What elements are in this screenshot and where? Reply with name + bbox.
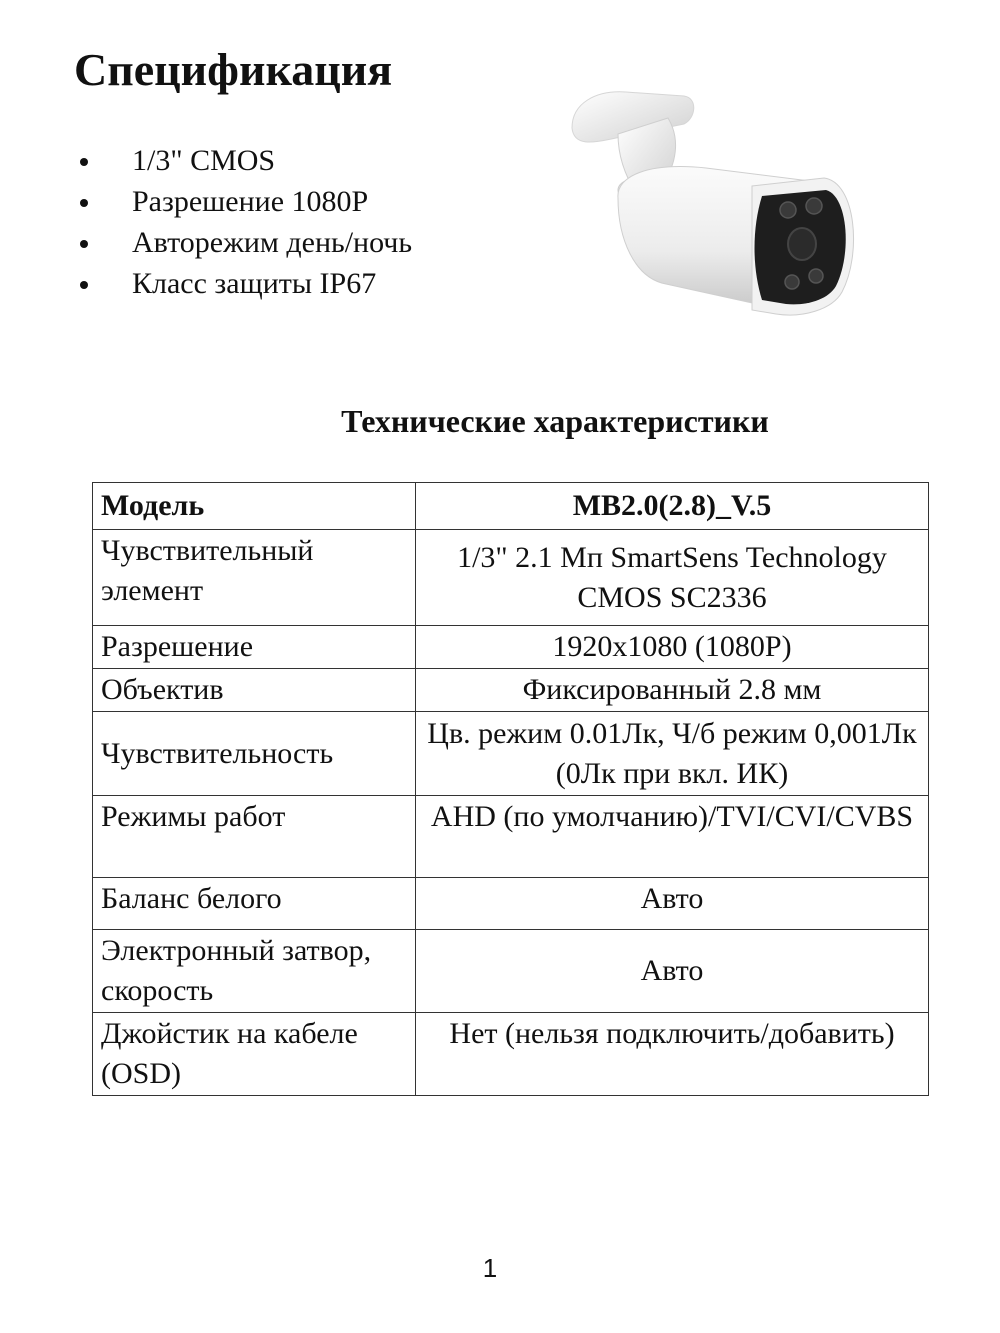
row-key-cell: Режимы работ <box>93 796 416 878</box>
table-header-row <box>93 483 929 530</box>
feature-item <box>74 140 412 181</box>
table-row <box>93 878 929 930</box>
page-number: 1 <box>482 1253 498 1283</box>
table-title: Технические характеристики <box>341 403 769 439</box>
feature-item <box>74 181 412 222</box>
row-value-cell: 1920x1080 (1080P) <box>416 626 929 669</box>
row-value-cell: Фиксированный 2.8 мм <box>416 669 929 712</box>
row-key-cell: Чувствительность <box>93 712 416 796</box>
bullet-icon <box>80 199 88 207</box>
row-value-cell: Цв. режим 0.01Лк, Ч/б режим 0,001Лк (0Лк при вкл. ИК) <box>416 712 929 796</box>
table-row <box>93 712 929 796</box>
header-key-cell: Модель <box>93 483 416 530</box>
row-value-cell: AHD (по умолчанию)/TVI/CVI/CVBS <box>416 796 929 878</box>
row-key-cell: Баланс белого <box>93 878 416 930</box>
table-row <box>93 626 929 669</box>
table-row <box>93 1013 929 1096</box>
page-title: Спецификация <box>74 44 393 95</box>
feature-item <box>74 263 412 304</box>
bullet-icon <box>80 281 88 289</box>
row-key-cell: Чувствительный элемент <box>93 530 416 626</box>
row-key-cell: Электронный затвор, скорость <box>93 930 416 1013</box>
row-value-cell: Авто <box>416 878 929 930</box>
row-value-cell: Нет (нельзя подключить/добавить) <box>416 1013 929 1096</box>
spec-table <box>92 482 929 1096</box>
feature-text: Разрешение 1080P <box>132 185 369 218</box>
feature-text: Авторежим день/ночь <box>132 226 413 259</box>
table-row <box>93 530 929 626</box>
feature-list <box>74 140 412 304</box>
table-row <box>93 669 929 712</box>
row-key-cell: Джойстик на кабеле (OSD) <box>93 1013 416 1096</box>
row-value-cell: 1/3" 2.1 Мп SmartSens Technology CMOS SC2336 <box>416 530 929 626</box>
feature-item <box>74 222 412 263</box>
row-key-cell: Разрешение <box>93 626 416 669</box>
header-value-cell: MB2.0(2.8)_V.5 <box>416 483 929 530</box>
table-row <box>93 930 929 1013</box>
row-value-cell: Авто <box>416 930 929 1013</box>
table-row <box>93 796 929 878</box>
row-key-cell: Объектив <box>93 669 416 712</box>
feature-text: 1/3" CMOS <box>132 144 276 177</box>
bullet-icon <box>80 240 88 248</box>
bullet-camera-image <box>556 78 866 328</box>
bullet-icon <box>80 158 88 166</box>
feature-text: Класс защиты IP67 <box>132 267 377 300</box>
